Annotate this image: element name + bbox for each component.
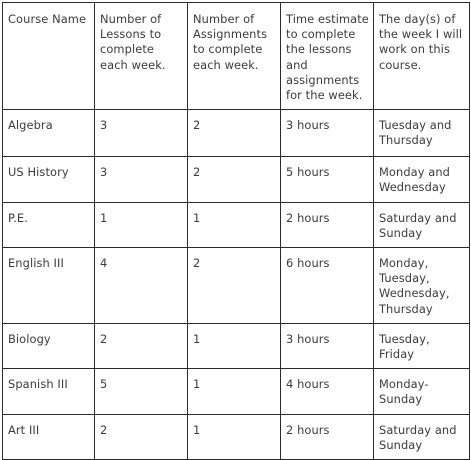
cell-course-name: Spanish III (3, 369, 95, 414)
cell-assignments: 1 (188, 323, 281, 368)
cell-assignments: 1 (188, 369, 281, 414)
table-row (3, 248, 470, 324)
header-days: The day(s) of the week I will work on this course. (374, 3, 470, 110)
cell-lessons: 2 (95, 414, 188, 459)
table-row (3, 202, 470, 247)
cell-days: Saturday and Sunday (374, 414, 470, 459)
table-header-row (3, 3, 470, 110)
cell-days: Tuesday and Thursday (374, 110, 470, 157)
cell-course-name: Art III (3, 414, 95, 459)
cell-lessons: 3 (95, 157, 188, 202)
cell-lessons: 1 (95, 202, 188, 247)
cell-time-estimate: 4 hours (281, 369, 374, 414)
cell-days: Monday and Wednesday (374, 157, 470, 202)
cell-assignments: 1 (188, 414, 281, 459)
cell-days: Monday, Tuesday, Wednesday, Thursday (374, 248, 470, 324)
course-schedule-table (2, 2, 470, 460)
cell-time-estimate: 2 hours (281, 414, 374, 459)
cell-time-estimate: 6 hours (281, 248, 374, 324)
cell-course-name: English III (3, 248, 95, 324)
table-row (3, 414, 470, 459)
table-row (3, 323, 470, 368)
cell-lessons: 4 (95, 248, 188, 324)
course-schedule-container (2, 2, 470, 460)
cell-days: Tuesday, Friday (374, 323, 470, 368)
cell-time-estimate: 3 hours (281, 323, 374, 368)
header-course-name: Course Name (3, 3, 95, 110)
header-lessons: Number of Lessons to complete each week. (95, 3, 188, 110)
cell-lessons: 2 (95, 323, 188, 368)
table-row (3, 110, 470, 157)
table-row (3, 157, 470, 202)
cell-days: Monday-Sunday (374, 369, 470, 414)
cell-assignments: 1 (188, 202, 281, 247)
cell-assignments: 2 (188, 248, 281, 324)
table-row (3, 369, 470, 414)
cell-time-estimate: 2 hours (281, 202, 374, 247)
cell-time-estimate: 5 hours (281, 157, 374, 202)
cell-assignments: 2 (188, 110, 281, 157)
cell-time-estimate: 3 hours (281, 110, 374, 157)
cell-lessons: 3 (95, 110, 188, 157)
cell-course-name: Algebra (3, 110, 95, 157)
cell-lessons: 5 (95, 369, 188, 414)
cell-course-name: US History (3, 157, 95, 202)
header-time-estimate: Time estimate to complete the lessons and assignments for the week. (281, 3, 374, 110)
cell-days: Saturday and Sunday (374, 202, 470, 247)
cell-course-name: Biology (3, 323, 95, 368)
cell-course-name: P.E. (3, 202, 95, 247)
cell-assignments: 2 (188, 157, 281, 202)
header-assignments: Number of Assignments to complete each week. (188, 3, 281, 110)
